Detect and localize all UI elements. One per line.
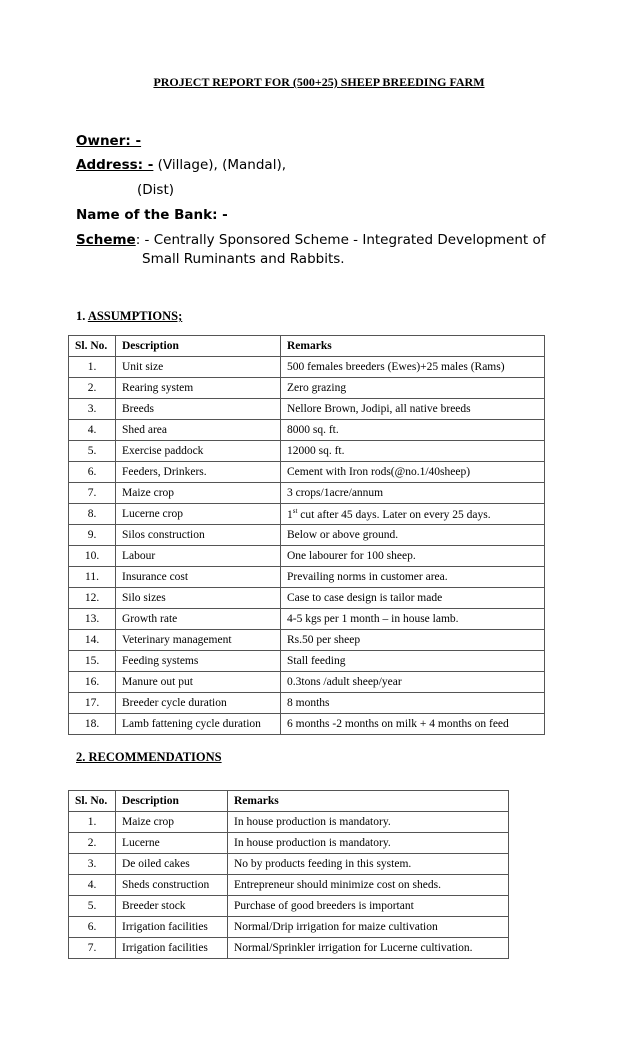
- cell-sl-no: 16.: [69, 672, 116, 693]
- table-row: [69, 378, 545, 399]
- cell-remarks: Purchase of good breeders is important: [228, 896, 509, 917]
- table-row: [69, 854, 509, 875]
- cell-remarks: 0.3tons /adult sheep/year: [281, 672, 545, 693]
- cell-remarks: Normal/Drip irrigation for maize cultivation: [228, 917, 509, 938]
- cell-sl-no: 1.: [69, 812, 116, 833]
- cell-remarks: 8000 sq. ft.: [281, 420, 545, 441]
- cell-sl-no: 18.: [69, 714, 116, 735]
- cell-remarks: In house production is mandatory.: [228, 812, 509, 833]
- cell-description: Irrigation facilities: [116, 917, 228, 938]
- table-row: [69, 399, 545, 420]
- cell-sl-no: 1.: [69, 357, 116, 378]
- cell-description: Feeding systems: [116, 651, 281, 672]
- cell-sl-no: 11.: [69, 567, 116, 588]
- column-header: Description: [116, 336, 281, 357]
- cell-sl-no: 7.: [69, 483, 116, 504]
- cell-description: Unit size: [116, 357, 281, 378]
- table-row: [69, 483, 545, 504]
- column-header: Description: [116, 791, 228, 812]
- cell-description: De oiled cakes: [116, 854, 228, 875]
- address-label: Address: -: [76, 157, 154, 173]
- table-row: [69, 588, 545, 609]
- scheme-field: [76, 231, 546, 249]
- section-number: 1.: [76, 309, 88, 323]
- address-line1: (Village), (Mandal),: [153, 157, 287, 173]
- cell-description: Rearing system: [116, 378, 281, 399]
- cell-remarks: Normal/Sprinkler irrigation for Lucerne cultivation.: [228, 938, 509, 959]
- cell-remarks: [281, 504, 545, 525]
- cell-sl-no: 9.: [69, 525, 116, 546]
- cell-description: Lucerne crop: [116, 504, 281, 525]
- scheme-line2: Small Ruminants and Rabbits.: [142, 251, 345, 267]
- address-field: [76, 156, 286, 174]
- cell-description: Breeder cycle duration: [116, 693, 281, 714]
- bank-label: Name of the Bank: -: [76, 207, 228, 223]
- cell-sl-no: 8.: [69, 504, 116, 525]
- table-row: [69, 938, 509, 959]
- cell-remarks: 12000 sq. ft.: [281, 441, 545, 462]
- page-title: PROJECT REPORT FOR (500+25) SHEEP BREEDING FARM: [153, 75, 485, 89]
- table-row: [69, 504, 545, 525]
- owner-field: [76, 132, 141, 150]
- cell-remarks: 8 months: [281, 693, 545, 714]
- cell-remarks: 3 crops/1acre/annum: [281, 483, 545, 504]
- cell-remarks: Below or above ground.: [281, 525, 545, 546]
- table-row: [69, 567, 545, 588]
- cell-sl-no: 3.: [69, 854, 116, 875]
- cell-remarks: Case to case design is tailor made: [281, 588, 545, 609]
- cell-sl-no: 17.: [69, 693, 116, 714]
- table-row: [69, 833, 509, 854]
- cell-description: Veterinary management: [116, 630, 281, 651]
- table-row: [69, 693, 545, 714]
- cell-description: Feeders, Drinkers.: [116, 462, 281, 483]
- cell-remarks: Prevailing norms in customer area.: [281, 567, 545, 588]
- assumptions-table: [68, 335, 545, 735]
- cell-sl-no: 14.: [69, 630, 116, 651]
- cell-description: Growth rate: [116, 609, 281, 630]
- table-row: [69, 546, 545, 567]
- table-row: [69, 462, 545, 483]
- owner-label: Owner: -: [76, 133, 142, 149]
- section-assumptions-heading: [76, 309, 182, 324]
- cell-remarks: Nellore Brown, Jodipi, all native breeds: [281, 399, 545, 420]
- cell-description: Lucerne: [116, 833, 228, 854]
- cell-description: Labour: [116, 546, 281, 567]
- cell-remarks: No by products feeding in this system.: [228, 854, 509, 875]
- cell-sl-no: 12.: [69, 588, 116, 609]
- cell-sl-no: 15.: [69, 651, 116, 672]
- cell-sl-no: 5.: [69, 441, 116, 462]
- cell-description: Silos construction: [116, 525, 281, 546]
- cell-remarks: 4-5 kgs per 1 month – in house lamb.: [281, 609, 545, 630]
- cell-sl-no: 4.: [69, 875, 116, 896]
- table-row: [69, 651, 545, 672]
- cell-description: Lamb fattening cycle duration: [116, 714, 281, 735]
- table-header-row: [69, 336, 545, 357]
- remark-ordinal-number: 1: [287, 508, 293, 521]
- cell-description: Maize crop: [116, 812, 228, 833]
- column-header: Sl. No.: [69, 336, 116, 357]
- cell-remarks: Cement with Iron rods(@no.1/40sheep): [281, 462, 545, 483]
- cell-description: Maize crop: [116, 483, 281, 504]
- table-row: [69, 441, 545, 462]
- cell-description: Sheds construction: [116, 875, 228, 896]
- cell-sl-no: 7.: [69, 938, 116, 959]
- cell-remarks: Rs.50 per sheep: [281, 630, 545, 651]
- cell-sl-no: 6.: [69, 917, 116, 938]
- cell-remarks: 500 females breeders (Ewes)+25 males (Rams): [281, 357, 545, 378]
- cell-description: Silo sizes: [116, 588, 281, 609]
- bank-field: [76, 206, 228, 224]
- remark-text: cut after 45 days. Later on every 25 days.: [297, 508, 491, 521]
- column-header: Remarks: [228, 791, 509, 812]
- table-row: [69, 609, 545, 630]
- scheme-label: Scheme: [76, 232, 136, 248]
- table-row: [69, 357, 545, 378]
- cell-remarks: One labourer for 100 sheep.: [281, 546, 545, 567]
- scheme-line1: : - Centrally Sponsored Scheme - Integrated Development of: [135, 232, 546, 248]
- cell-description: Breeds: [116, 399, 281, 420]
- table-row: [69, 714, 545, 735]
- cell-sl-no: 10.: [69, 546, 116, 567]
- column-header: Sl. No.: [69, 791, 116, 812]
- table-row: [69, 420, 545, 441]
- cell-remarks: 6 months -2 months on milk + 4 months on feed: [281, 714, 545, 735]
- table-row: [69, 672, 545, 693]
- table-row: [69, 875, 509, 896]
- cell-sl-no: 13.: [69, 609, 116, 630]
- cell-remarks: In house production is mandatory.: [228, 833, 509, 854]
- cell-remarks: Zero grazing: [281, 378, 545, 399]
- section-title: ASSUMPTIONS;: [87, 309, 183, 323]
- cell-sl-no: 3.: [69, 399, 116, 420]
- address-line2: (Dist): [137, 182, 175, 198]
- section-recommendations-heading: 2. RECOMMENDATIONS: [76, 750, 222, 764]
- cell-description: Breeder stock: [116, 896, 228, 917]
- cell-sl-no: 2.: [69, 378, 116, 399]
- cell-sl-no: 5.: [69, 896, 116, 917]
- cell-remarks: Entrepreneur should minimize cost on sheds.: [228, 875, 509, 896]
- cell-description: Exercise paddock: [116, 441, 281, 462]
- table-row: [69, 630, 545, 651]
- cell-sl-no: 6.: [69, 462, 116, 483]
- remark-ordinal-suffix: st: [292, 507, 298, 516]
- cell-description: Irrigation facilities: [116, 938, 228, 959]
- table-row: [69, 917, 509, 938]
- recommendations-table: [68, 790, 509, 959]
- cell-description: Shed area: [116, 420, 281, 441]
- cell-description: Insurance cost: [116, 567, 281, 588]
- cell-remarks: Stall feeding: [281, 651, 545, 672]
- cell-sl-no: 2.: [69, 833, 116, 854]
- table-row: [69, 525, 545, 546]
- table-row: [69, 896, 509, 917]
- table-row: [69, 812, 509, 833]
- column-header: Remarks: [281, 336, 545, 357]
- cell-description: Manure out put: [116, 672, 281, 693]
- table-header-row: [69, 791, 509, 812]
- cell-sl-no: 4.: [69, 420, 116, 441]
